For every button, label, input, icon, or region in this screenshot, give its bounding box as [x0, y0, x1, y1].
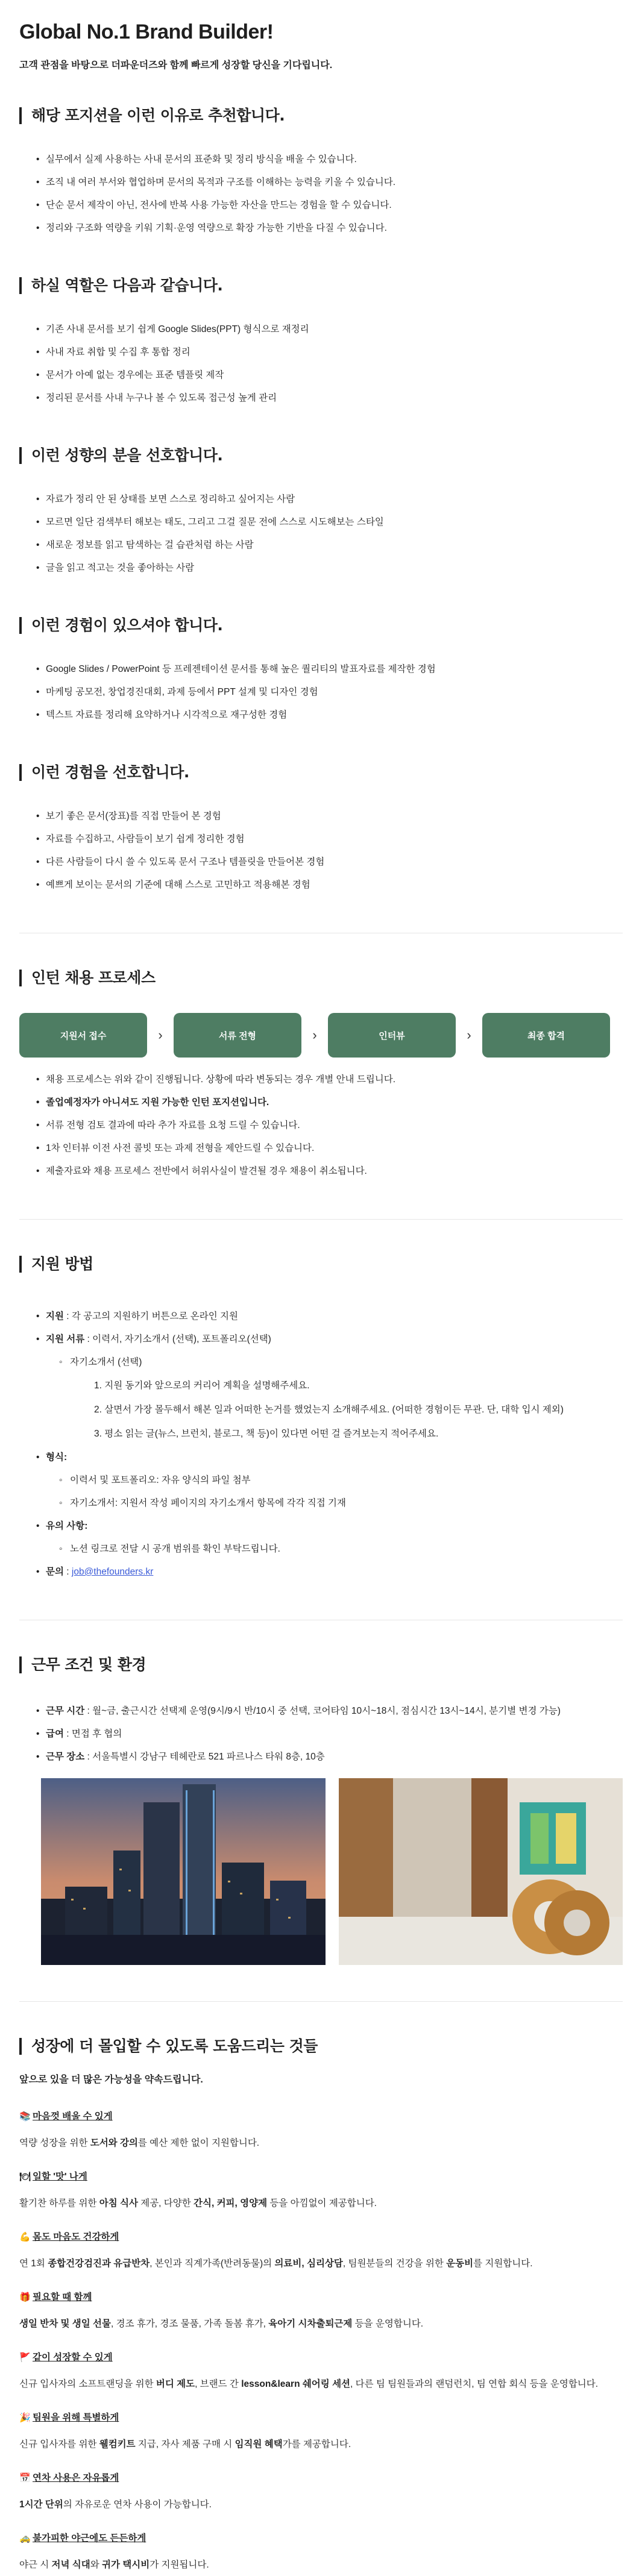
chevron-right-icon: ›	[158, 1027, 163, 1042]
list-item	[36, 1723, 623, 1746]
process-step: 지원서 접수	[19, 1013, 147, 1058]
benefit-text: 와	[90, 2560, 102, 2570]
list-item: • Google Slides / PowerPoint 등 프레젠테이션 문서를 통해 높은 퀄리티의 발표자료를 제작한 경험	[36, 658, 623, 681]
benefit-description	[19, 2494, 623, 2516]
benefit-highlight: 1시간 단위	[19, 2499, 63, 2510]
chevron-right-icon: ›	[467, 1027, 471, 1042]
benefit-highlight: 버디 제도	[156, 2379, 195, 2389]
section-heading: 해당 포지션을 이런 이유로 추천합니다.	[19, 107, 623, 124]
benefit-title	[19, 2230, 623, 2245]
benefit-icon: 📅	[19, 2473, 31, 2483]
section-work	[19, 1656, 623, 1965]
value: 자기소개서 (선택)	[70, 1357, 142, 1367]
value: : 면접 후 협의	[63, 1729, 122, 1739]
list-item: • 예쁘게 보이는 문서의 기준에 대해 스스로 고민하고 적용해본 경험	[36, 874, 623, 897]
benefit-title-text: 몸도 마음도 건강하게	[33, 2232, 119, 2242]
benefit-highlight: 임직원 혜택	[234, 2439, 283, 2449]
chevron-right-icon: ›	[312, 1027, 317, 1042]
benefit-title-text: 불가피한 야근에도 든든하게	[33, 2533, 146, 2543]
benefit-text: 가 지원됩니다.	[149, 2560, 209, 2570]
section-traits	[19, 447, 623, 580]
page-subtitle: 고객 관점을 바탕으로 더파운더즈와 함께 빠르게 성장할 당신을 기다립니다.	[19, 60, 333, 71]
section-roles	[19, 277, 623, 410]
list-item: • 자료를 수집하고, 사람들이 보기 쉽게 정리한 경험	[36, 828, 623, 851]
benefit-text: , 경조 휴가, 경조 물품, 가족 돌봄 휴가,	[110, 2319, 269, 2329]
list-item: • 문서가 아예 없는 경우에는 표준 템플릿 제작	[36, 364, 623, 387]
benefit-description	[19, 2434, 623, 2455]
benefits-list	[19, 2110, 623, 2576]
benefit-title	[19, 2531, 623, 2546]
list-item: 2. 살면서 가장 몰두해서 해본 일과 어떠한 논거를 했었는지 소개해주세요. (어떠한 경험이든 무관. 단, 대학 입시 제외)	[94, 1405, 564, 1415]
benefit-icon: 🍽	[19, 2172, 31, 2182]
benefit-highlight: 웰컴키트	[99, 2439, 136, 2449]
list-item: • 모르면 일단 검색부터 해보는 태도, 그리고 그걸 질문 전에 스스로 시도해보는 스타일	[36, 511, 623, 534]
list-item: • 정리와 구조화 역량을 키워 기획·운영 역량으로 확장 가능한 기반을 다질 수 있습니다.	[36, 217, 623, 240]
benefit-title	[19, 2110, 623, 2124]
benefit-icon: 🚩	[19, 2352, 31, 2363]
work-list	[19, 1700, 623, 1769]
label: 문의	[46, 1567, 64, 1577]
process-step: 인터뷰	[328, 1013, 456, 1058]
benefit-title	[19, 2351, 623, 2365]
section-heading: 성장에 더 몰입할 수 있도록 도움드리는 것들	[19, 2038, 623, 2055]
list-item: • 자료가 정리 안 된 상태를 보면 스스로 정리하고 싶어지는 사람	[36, 488, 623, 511]
benefit-description	[19, 2554, 623, 2576]
office-photos	[41, 1778, 623, 1965]
value: : 이력서, 자기소개서 (선택), 포트폴리오(선택)	[84, 1334, 271, 1344]
apply-list	[19, 1305, 623, 1584]
benefit-highlight: lesson&learn 쉐어링 세션	[241, 2379, 351, 2389]
office-building-photo	[41, 1778, 326, 1965]
list-item: • 정리된 문서를 사내 누구나 볼 수 있도록 접근성 높게 관리	[36, 387, 623, 410]
list-item	[59, 1351, 623, 1446]
label: 근무 장소	[46, 1752, 85, 1762]
section-heading: 인턴 채용 프로세스	[19, 970, 623, 986]
benefit-title-text: 연차 사용은 자유롭게	[33, 2473, 119, 2483]
list-item	[36, 1328, 623, 1446]
benefit-text: 신규 입사자의 소프트랜딩을 위한	[19, 2379, 156, 2389]
label: 지원 서류	[46, 1334, 85, 1344]
section-apply	[19, 1256, 623, 1584]
list-item	[36, 1700, 623, 1723]
list-item: • 기존 사내 문서를 보기 쉽게 Google Slides(PPT) 형식으로 재정리	[36, 318, 623, 341]
divider	[19, 2001, 623, 2002]
label: 급여	[46, 1729, 64, 1739]
value: : 각 공고의 지원하기 버튼으로 온라인 지원	[63, 1311, 238, 1321]
section-preferred	[19, 764, 623, 897]
page-title: Global No.1 Brand Builder!	[19, 20, 274, 43]
list-item	[36, 1305, 623, 1328]
list-item	[36, 1515, 623, 1561]
list-item: • 마케팅 공모전, 창업경진대회, 과제 등에서 PPT 설계 및 디자인 경험	[36, 681, 623, 704]
section-heading: 이런 경험을 선호합니다.	[19, 764, 623, 781]
contact-email-link[interactable]: job@thefounders.kr	[71, 1567, 154, 1577]
section-heading: 이런 경험이 있으셔야 합니다.	[19, 617, 623, 634]
sub-list	[46, 1351, 623, 1446]
list-item: • 사내 자료 취합 및 수집 후 통합 정리	[36, 341, 623, 364]
list-item: ◦ 이력서 및 포트폴리오: 자유 양식의 파일 첨부	[59, 1469, 623, 1492]
benefit-title-text: 마음껏 배울 수 있게	[33, 2111, 113, 2122]
benefit-text: , 브랜드 간	[195, 2379, 242, 2389]
section-benefits	[19, 2038, 623, 2576]
benefit-icon: 💪	[19, 2232, 31, 2242]
benefit-highlight: 종합건강검진과 유급반차	[48, 2258, 150, 2269]
list-item: • 1차 인터뷰 이전 사전 콜빗 또는 과제 전형을 제안드릴 수 있습니다.	[36, 1137, 623, 1160]
preferred-list	[19, 805, 623, 897]
list-item: 1. 지원 동기와 앞으로의 커리어 계획을 설명해주세요.	[94, 1380, 310, 1391]
roles-list	[19, 318, 623, 410]
value: : 서울특별시 강남구 테헤란로 521 파르나스 타워 8층, 10층	[84, 1752, 325, 1762]
benefit-highlight: 생일 반차 및 생일 선물	[19, 2319, 111, 2329]
benefit-highlight: 아침 식사	[99, 2198, 138, 2208]
list-item: • 서류 전형 검토 결과에 따라 추가 자료를 요청 드릴 수 있습니다.	[36, 1114, 623, 1137]
benefit-highlight: 의료비, 심리상담	[274, 2258, 343, 2269]
list-item: • 새로운 정보를 읽고 탐색하는 걸 습관처럼 하는 사람	[36, 534, 623, 557]
process-notes	[19, 1068, 623, 1183]
benefit-highlight: 육아기 시차출퇴근제	[268, 2319, 353, 2329]
list-item: • 제출자료와 채용 프로세스 전반에서 허위사실이 발견될 경우 채용이 취소됩니다.	[36, 1160, 623, 1183]
reasons-list	[19, 148, 623, 240]
required-list	[19, 658, 623, 727]
benefit-text: 의 자유로운 연차 사용이 가능합니다.	[63, 2499, 212, 2510]
benefit-icon: 🎉	[19, 2413, 31, 2423]
sub-list	[46, 1538, 623, 1561]
benefit-title-text: 필요할 때 함께	[33, 2292, 92, 2302]
benefit-title	[19, 2290, 623, 2305]
list-item: • 채용 프로세스는 위와 같이 진행됩니다. 상황에 따라 변동되는 경우 개별 안내 드립니다.	[36, 1068, 623, 1091]
benefit-text: 를 지원합니다.	[473, 2258, 533, 2269]
benefit-icon: 🚕	[19, 2533, 31, 2543]
benefits-lead: 앞으로 있을 더 많은 가능성을 약속드립니다.	[19, 2075, 203, 2085]
process-step: 최종 합격	[482, 1013, 610, 1058]
benefit-description	[19, 2193, 623, 2214]
list-item: ◦ 노션 링크로 전달 시 공개 범위를 확인 부탁드립니다.	[59, 1538, 623, 1561]
benefit-text: , 팀원분들의 건강을 위한	[342, 2258, 447, 2269]
benefit-text: 활기찬 하루를 위한	[19, 2198, 99, 2208]
benefit-title	[19, 2411, 623, 2425]
list-item	[36, 1561, 623, 1584]
benefit-text: 연 1회	[19, 2258, 48, 2269]
list-item: • 글을 읽고 적고는 것을 좋아하는 사람	[36, 557, 623, 580]
section-process	[19, 970, 623, 1183]
label: 지원	[46, 1311, 64, 1321]
process-steps	[19, 1013, 623, 1058]
benefit-description	[19, 2374, 623, 2395]
benefit-text: 제공, 다양한	[137, 2198, 194, 2208]
benefit-text: 를 예산 제한 없이 지원합니다.	[137, 2138, 260, 2148]
benefit-title-text: 일할 '맛' 나게	[33, 2172, 87, 2182]
benefit-title	[19, 2170, 623, 2184]
benefit-title	[19, 2471, 623, 2486]
label: 유의 사항:	[46, 1521, 88, 1531]
benefit-description	[19, 2133, 623, 2154]
list-item: • 조직 내 여러 부서와 협업하며 문서의 목적과 구조를 이해하는 능력을 키울 수 있습니다.	[36, 171, 623, 194]
benefit-title-text: 같이 성장할 수 있게	[33, 2352, 113, 2363]
list-item	[36, 1446, 623, 1515]
section-required	[19, 617, 623, 727]
benefit-icon: 🎁	[19, 2292, 31, 2302]
list-item: • 텍스트 자료를 정리해 요약하거나 시각적으로 재구성한 경험	[36, 704, 623, 727]
benefit-text: , 다른 팀 팀원들과의 랜덤런치, 팀 연합 회식 등을 운영합니다.	[350, 2379, 599, 2389]
benefit-text: , 본인과 직계가족(반려동물)의	[149, 2258, 275, 2269]
benefit-highlight: 도서와 강의	[90, 2138, 138, 2148]
list-item	[36, 1746, 623, 1769]
benefit-description	[19, 2313, 623, 2335]
list-item: • 실무에서 실제 사용하는 사내 문서의 표준화 및 정리 방식을 배울 수 있습니다.	[36, 148, 623, 171]
traits-list	[19, 488, 623, 580]
benefit-text: 등을 운영합니다.	[352, 2319, 424, 2329]
process-step: 서류 전형	[174, 1013, 301, 1058]
benefit-text: 야근 시	[19, 2560, 52, 2570]
value: : 월~금, 출근시간 선택제 운영(9시/9시 반/10시 중 선택, 코어타임 10시~18시, 점심시간 13시~14시, 분기별 변경 가능)	[84, 1706, 561, 1716]
section-heading: 하실 역할은 다음과 같습니다.	[19, 277, 623, 294]
benefit-highlight: 저녁 식대	[51, 2560, 90, 2570]
benefit-highlight: 간식, 커피, 영양제	[194, 2198, 268, 2208]
benefit-highlight: 귀가 택시비	[102, 2560, 150, 2570]
list-item: • 다른 사람들이 다시 쓸 수 있도록 문서 구조나 템플릿을 만들어본 경험	[36, 851, 623, 874]
label: 근무 시간	[46, 1706, 85, 1716]
benefit-text: 지급, 자사 제품 구매 시	[135, 2439, 235, 2449]
list-item: • 단순 문서 제작이 아닌, 전사에 반복 사용 가능한 자산을 만드는 경험을 할 수 있습니다.	[36, 194, 623, 217]
benefit-highlight: 운동비	[446, 2258, 474, 2269]
benefit-title-text: 팀원을 위해 특별하게	[33, 2413, 119, 2423]
office-lobby-photo	[339, 1778, 623, 1965]
label: 형식:	[46, 1452, 68, 1462]
benefit-icon: 📚	[19, 2111, 31, 2122]
benefit-description	[19, 2253, 623, 2275]
section-heading: 근무 조건 및 환경	[19, 1656, 623, 1673]
benefit-text: 등을 아낌없이 제공합니다.	[267, 2198, 377, 2208]
divider	[19, 1219, 623, 1220]
section-reasons	[19, 107, 623, 240]
question-list	[70, 1374, 623, 1446]
value: :	[63, 1567, 72, 1577]
list-item: 3. 평소 읽는 글(뉴스, 브런치, 블로그, 책 등)이 있다면 어떤 걸 즐겨보는지 적어주세요.	[94, 1429, 439, 1439]
benefit-text: 신규 입사자를 위한	[19, 2439, 99, 2449]
benefit-text: 가를 제공합니다.	[282, 2439, 351, 2449]
benefit-text: 역량 성장을 위한	[19, 2138, 90, 2148]
list-item: ◦ 자기소개서: 지원서 작성 페이지의 자기소개서 항목에 각각 직접 기재	[59, 1492, 623, 1515]
list-item: • 졸업예정자가 아니셔도 지원 가능한 인턴 포지션입니다.	[36, 1091, 623, 1114]
section-heading: 지원 방법	[19, 1256, 623, 1273]
list-item: • 보기 좋은 문서(장표)를 직접 만들어 본 경험	[36, 805, 623, 828]
section-heading: 이런 성향의 분을 선호합니다.	[19, 447, 623, 464]
sub-list	[46, 1469, 623, 1515]
